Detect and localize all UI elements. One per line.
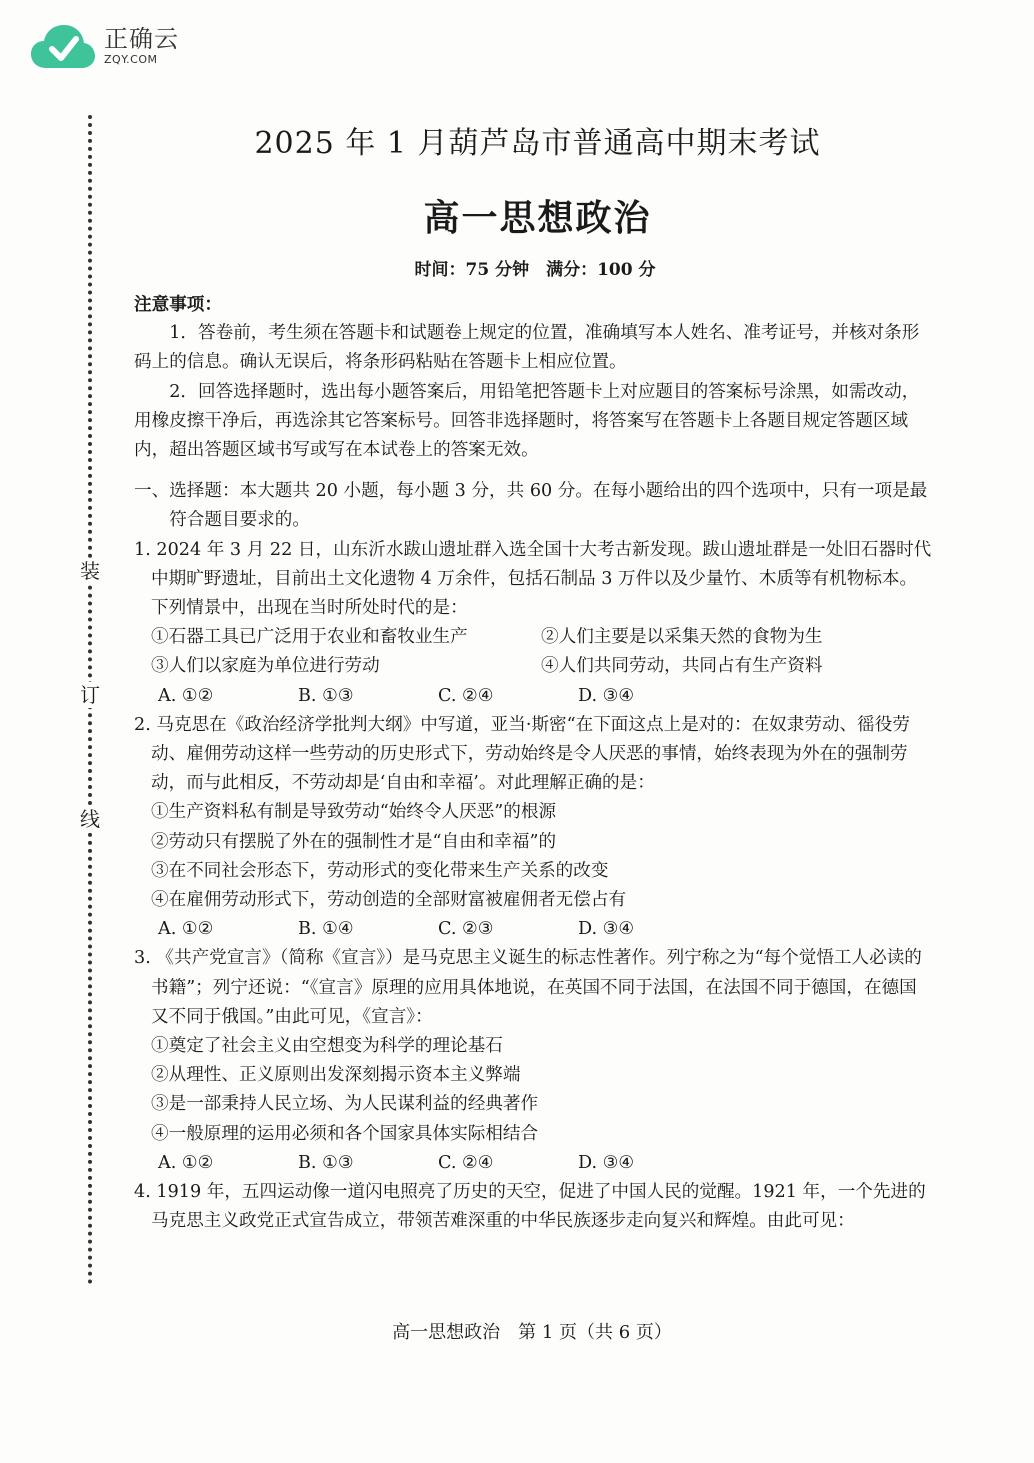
question-option: ④在雇佣劳动形式下，劳动创造的全部财富被雇佣者无偿占有 (151, 890, 627, 911)
subject-title: 高一思想政治 (423, 198, 652, 239)
logo (30, 22, 179, 70)
binding-char-zhuang: 装 (80, 559, 100, 583)
logo-domain: ZQY.COM (104, 53, 158, 66)
page-footer: 高一思想政治 第 1 页（共 6 页） (392, 1322, 672, 1343)
question-option: ②从理性、正义原则出发深刻揭示资本主义弊端 (151, 1065, 521, 1086)
notice-item: 1．答卷前，考生须在答题卡和试题卷上规定的位置，准确填写本人姓名、准考证号，并核对条形码上的信息。确认无误后，将条形码粘贴在答题卡上相应位置。 (134, 323, 920, 373)
question-4 (134, 1178, 934, 1236)
answer-choice-c: C. ②④ (438, 685, 494, 706)
answer-choice-b: B. ①④ (298, 919, 354, 940)
exam-content (134, 290, 934, 1237)
binding-char-xian: 线 (80, 807, 100, 831)
question-option: ④一般原理的运用必须和各个国家具体实际相结合 (151, 1123, 539, 1144)
answer-choice-b: B. ①③ (298, 685, 354, 706)
question-1 (134, 536, 934, 711)
question-option: ④人们共同劳动，共同占有生产资料 (541, 656, 823, 677)
exam-title: 2025 年 1 月葫芦岛市普通高中期末考试 (254, 126, 821, 161)
answer-choice-d: D. ③④ (578, 1152, 635, 1173)
question-option: ①石器工具已广泛用于农业和畜牧业生产 (151, 627, 468, 648)
answer-choice-a: A. ①② (158, 919, 214, 940)
section-heading: 一、选择题：本大题共 20 小题，每小题 3 分，共 60 分。在每小题给出的四个选项中，只有一项是最符合题目要求的。 (134, 481, 928, 531)
cloud-check-icon (30, 22, 96, 70)
question-option: ①生产资料私有制是导致劳动“始终令人厌恶”的根源 (151, 802, 557, 823)
answer-choice-b: B. ①③ (298, 1152, 354, 1173)
exam-info: 时间：75 分钟 满分：100 分 (414, 260, 656, 280)
binding-char-ding: 订 (80, 683, 100, 707)
logo-name: 正确云 (104, 25, 179, 53)
answer-choice-a: A. ①② (158, 685, 214, 706)
question-stem: 4. 1919 年，五四运动像一道闪电照亮了历史的天空，促进了中国人民的觉醒。1921 年，一个先进的马克思主义政党正式宣告成立，带领苦难深重的中华民族逐步走向复兴和辉煌。由此可见： (134, 1182, 926, 1232)
answer-choice-d: D. ③④ (578, 685, 635, 706)
question-option: ③在不同社会形态下，劳动形式的变化带来生产关系的改变 (151, 860, 609, 881)
notice-item: 2．回答选择题时，选出每小题答案后，用铅笔把答题卡上对应题目的答案标号涂黑，如需改动，用橡皮擦干净后，再选涂其它答案标号。回答非选择题时，将答案写在答题卡上各题目规定答题区域内，超出答题区域书写或写在本试卷上的答案无效。 (134, 381, 920, 461)
answer-choice-a: A. ①② (158, 1152, 214, 1173)
question-stem: 2. 马克思在《政治经济学批判大纲》中写道，亚当·斯密“在下面这点上是对的：在奴隶劳动、徭役劳动、雇佣劳动这样一些劳动的历史形式下，劳动始终是令人厌恶的事情，始终表现为外在的强制劳动，而与此相反，不劳动却是‘自由和幸福’。对此理解正确的是： (134, 714, 910, 794)
question-option: ②劳动只有摆脱了外在的强制性才是“自由和幸福”的 (151, 831, 557, 852)
question-stem: 3. 《共产党宣言》（简称《宣言》）是马克思主义诞生的标志性著作。列宁称之为“每个觉悟工人必读的书籍”；列宁还说：“《宣言》原理的应用具体地说，在英国不同于法国，在法国不同于德国，在德国又不同于俄国。”由此可见，《宣言》： (134, 948, 922, 1027)
answer-choice-c: C. ②③ (438, 919, 494, 940)
question-option: ②人们主要是以采集天然的食物为生 (541, 627, 823, 648)
notice-title: 注意事项： (134, 294, 222, 315)
question-2 (134, 711, 934, 945)
question-option: ①奠定了社会主义由空想变为科学的理论基石 (151, 1036, 503, 1057)
question-3 (134, 944, 934, 1178)
question-option: ③人们以家庭为单位进行劳动 (151, 656, 380, 677)
answer-choice-d: D. ③④ (578, 919, 635, 940)
answer-choice-c: C. ②④ (438, 1152, 494, 1173)
question-option: ③是一部秉持人民立场、为人民谋利益的经典著作 (151, 1094, 539, 1115)
question-stem: 1. 2024 年 3 月 22 日，山东沂水跋山遗址群入选全国十大考古新发现。跋山遗址群是一处旧石器时代中期旷野遗址，目前出土文化遗物 4 万余件，包括石制品 3 万件以及少量竹、木质等有机物标本。下列情景中，出现在当时所处时代的是： (134, 539, 932, 619)
